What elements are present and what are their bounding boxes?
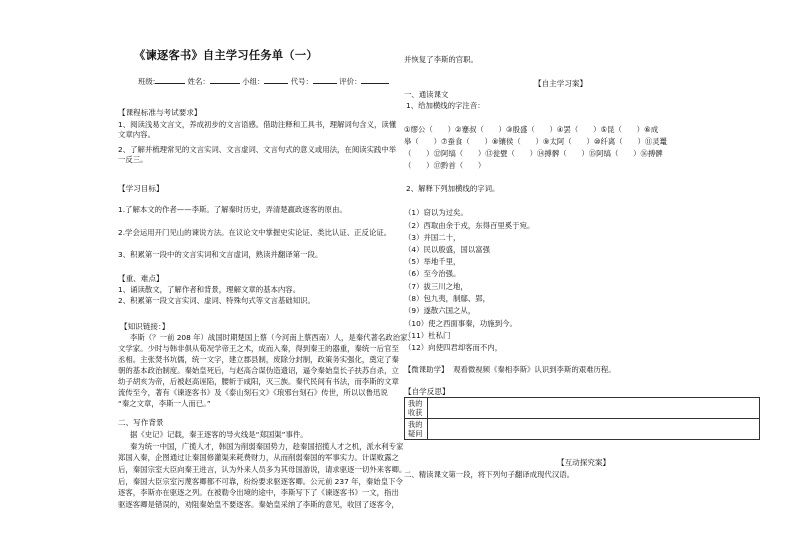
- word-item: （9）遂散六国之从，: [404, 306, 476, 315]
- word-item: （6）至今治强。: [404, 269, 461, 278]
- knowledge-line: 朝的基本政治制度。秦始皇死后，与赵高合谋伪造遗诏，逼令秦始皇长子扶苏自杀，立: [118, 366, 399, 375]
- eval-blank[interactable]: [361, 75, 389, 84]
- interactive-task: 二、精读课文第一段，将下列句子翻译成现代汉语。: [404, 470, 574, 479]
- knowledge-line: 文学家。少时与韩非俱从荀况学帝王之术，成而入秦，得到秦王的器重，秦统一后官至: [118, 344, 399, 353]
- background-line: 后，秦国大臣宗室污蔑客卿都不可靠，纷纷要求驱逐客卿。公元前 237 年，秦始皇下令: [118, 477, 403, 486]
- reflection-label: 我的 疑问: [405, 419, 428, 440]
- background-line: 据《史记》记载，秦王逐客的导火线是“郑国渠”事件。: [130, 430, 308, 439]
- reflection-row-harvest: [405, 398, 760, 419]
- task2-heading: 2、解释下列加横线的字词。: [406, 184, 500, 193]
- micro-video-line: [404, 365, 616, 375]
- self-study-heading: 【自主学习案】: [534, 79, 588, 88]
- reflection-label: 我的 收获: [405, 398, 428, 419]
- standards-line: 1、阅读浅易文言文，养成初步的文言语感。借助注释和工具书，理解词句含义，读懂: [118, 120, 397, 129]
- word-item: （5）举地千里，: [404, 257, 461, 266]
- goal-item: 3、积累第一段中的文言实词和文言虚词，熟读并翻译第一段。: [118, 250, 323, 259]
- background-line: 后，秦国宗室大臣向秦王进言，认为外来人员多为其母国游说，请求驱逐一切外来客卿。: [118, 465, 407, 474]
- word-item: （8）包九夷，制鄢、郢，: [404, 294, 491, 303]
- micro-video-heading: 【微课助学】: [404, 365, 449, 374]
- background-line: 驱逐客卿是错误的，劝阻秦始皇不要逐客。秦始皇采纳了李斯的意见，收回了逐客令，: [118, 500, 399, 509]
- name-label: 姓名：: [187, 77, 210, 86]
- code-label: 代号：: [290, 77, 313, 86]
- knowledge-heading: 【知识链接：】: [120, 322, 170, 331]
- name-blank[interactable]: [210, 75, 240, 84]
- info-line: [138, 75, 389, 87]
- interactive-heading: 【互动探究案】: [557, 458, 611, 467]
- code-blank[interactable]: [313, 75, 337, 84]
- word-item: （10）使之西面事秦，功施到今。: [404, 319, 517, 328]
- keypoints-heading: 【重、难点】: [118, 274, 164, 283]
- keypoint-line: 2、积累第一段文言实词、虚词、特殊句式等文言基础知识。: [118, 296, 315, 305]
- reflection-row-question: [405, 419, 760, 440]
- standards-line: 2、了解并梳理常见的文言实词、文言虚词、文言句式的意义或用法，在阅读实践中举: [118, 145, 397, 154]
- pinyin-row: （ ）⑫阿缟（ ）⑬瓮甓（ ）⑭搏髀（ ）⑮阿缟（ ）⑯搏髀: [404, 149, 663, 158]
- background-line: 逐客，李斯亦在驱逐之列。在被勒令出境的途中，李斯写下了《谏逐客书》一文，指出: [118, 488, 399, 497]
- reflection-heading: 【自学反思】: [404, 387, 450, 396]
- eval-label: 评价：: [339, 77, 362, 86]
- goal-item: 1.了解本文的作者——李斯。了解秦时历史，弄清楚嬴政逐客的原由。: [118, 205, 347, 214]
- goals-heading: 【学习目标】: [118, 184, 164, 193]
- class-blank[interactable]: [155, 75, 185, 84]
- word-item: （2）西取由余于戎，东得百里奚于宛。: [404, 221, 535, 230]
- knowledge-line: 丞相。主张焚书坑儒，统一文字，建立郡县制，废除分封制，政策务实强化，奠定了秦: [118, 355, 399, 364]
- background-line: 郑国入秦，企图通过让秦国修灌渠来耗费财力，从而削弱秦国的军事实力。计谋败露之: [118, 453, 399, 462]
- standards-heading: 【课程标准与考试要求】: [118, 108, 202, 117]
- group-blank[interactable]: [264, 75, 288, 84]
- pinyin-row: ①缪公（ ）②蹇叔（ ）③殷盛（ ）④罢（ ）⑤昆（ ）⑥成: [404, 125, 659, 134]
- pinyin-row: （ ）⑰黔首（ ）: [404, 161, 486, 170]
- standards-line: 一反三。: [118, 155, 148, 164]
- word-item: （4）民以殷盛，国以富强: [404, 245, 491, 254]
- background-continued: 并恢复了李斯的官职。: [404, 55, 478, 64]
- pinyin-row: 皋（ ）⑦蚕食（ ）⑧镶侯（ ）⑨太阿（ ）⑩纤离（ ）⑪灵鼍: [404, 137, 668, 146]
- section1-heading: 一、通读课文: [404, 90, 449, 99]
- task1-heading: 1、给加横线的字注音：: [406, 101, 485, 110]
- question-input-area[interactable]: [428, 419, 760, 440]
- word-item: （11）杜私门: [404, 331, 451, 340]
- harvest-input-area[interactable]: [428, 398, 760, 419]
- knowledge-line: 流传至今，著有《谏逐客书》及《泰山刻石文》《琅邪台刻石》传世，所以以鲁迅说: [118, 388, 388, 397]
- goal-item: 2.学会运用开门见山的谏说方法。在议论文中掌握史实论证、类比认证、正反论证。: [118, 228, 392, 237]
- group-label: 小组：: [242, 77, 265, 86]
- class-label: 班级:: [138, 77, 156, 86]
- page-title: 《谏逐客书》自主学习任务单（一）: [134, 49, 318, 62]
- background-line: 秦为统一中国，广揽人才，韩国为削弱秦国势力，趁秦国招揽人才之机，派水利专家: [130, 442, 404, 451]
- word-item: （3）并国二十，: [404, 233, 461, 242]
- keypoint-line: 1、诵读散文，了解作者和背景，理解文章的基本内容。: [118, 285, 301, 294]
- reflection-table: [404, 397, 760, 440]
- knowledge-line: 李斯（？一前 208 年）战国时期楚国上蔡（今河南上蔡西南）人，是秦代著名政治家、: [130, 333, 415, 342]
- knowledge-line: “秦之文章，李斯一人而已。”: [118, 399, 211, 408]
- knowledge-line: 幼子胡亥为帝，后被赵高诬陷，腰斩于咸阳，灭三族。秦代民间有书法，而李斯的文章: [118, 377, 399, 386]
- micro-video-text: 观看微视频《秦相李斯》认识到李斯的艰难历程。: [453, 365, 616, 374]
- word-item: （12）向使四君却客而不内，: [404, 343, 503, 352]
- standards-line: 文章内容。: [118, 130, 155, 139]
- background-heading: 二、写作背景: [118, 418, 164, 427]
- word-item: （1）窃以为过矣。: [404, 208, 468, 217]
- word-item: （7）拔三川之地，: [404, 282, 468, 291]
